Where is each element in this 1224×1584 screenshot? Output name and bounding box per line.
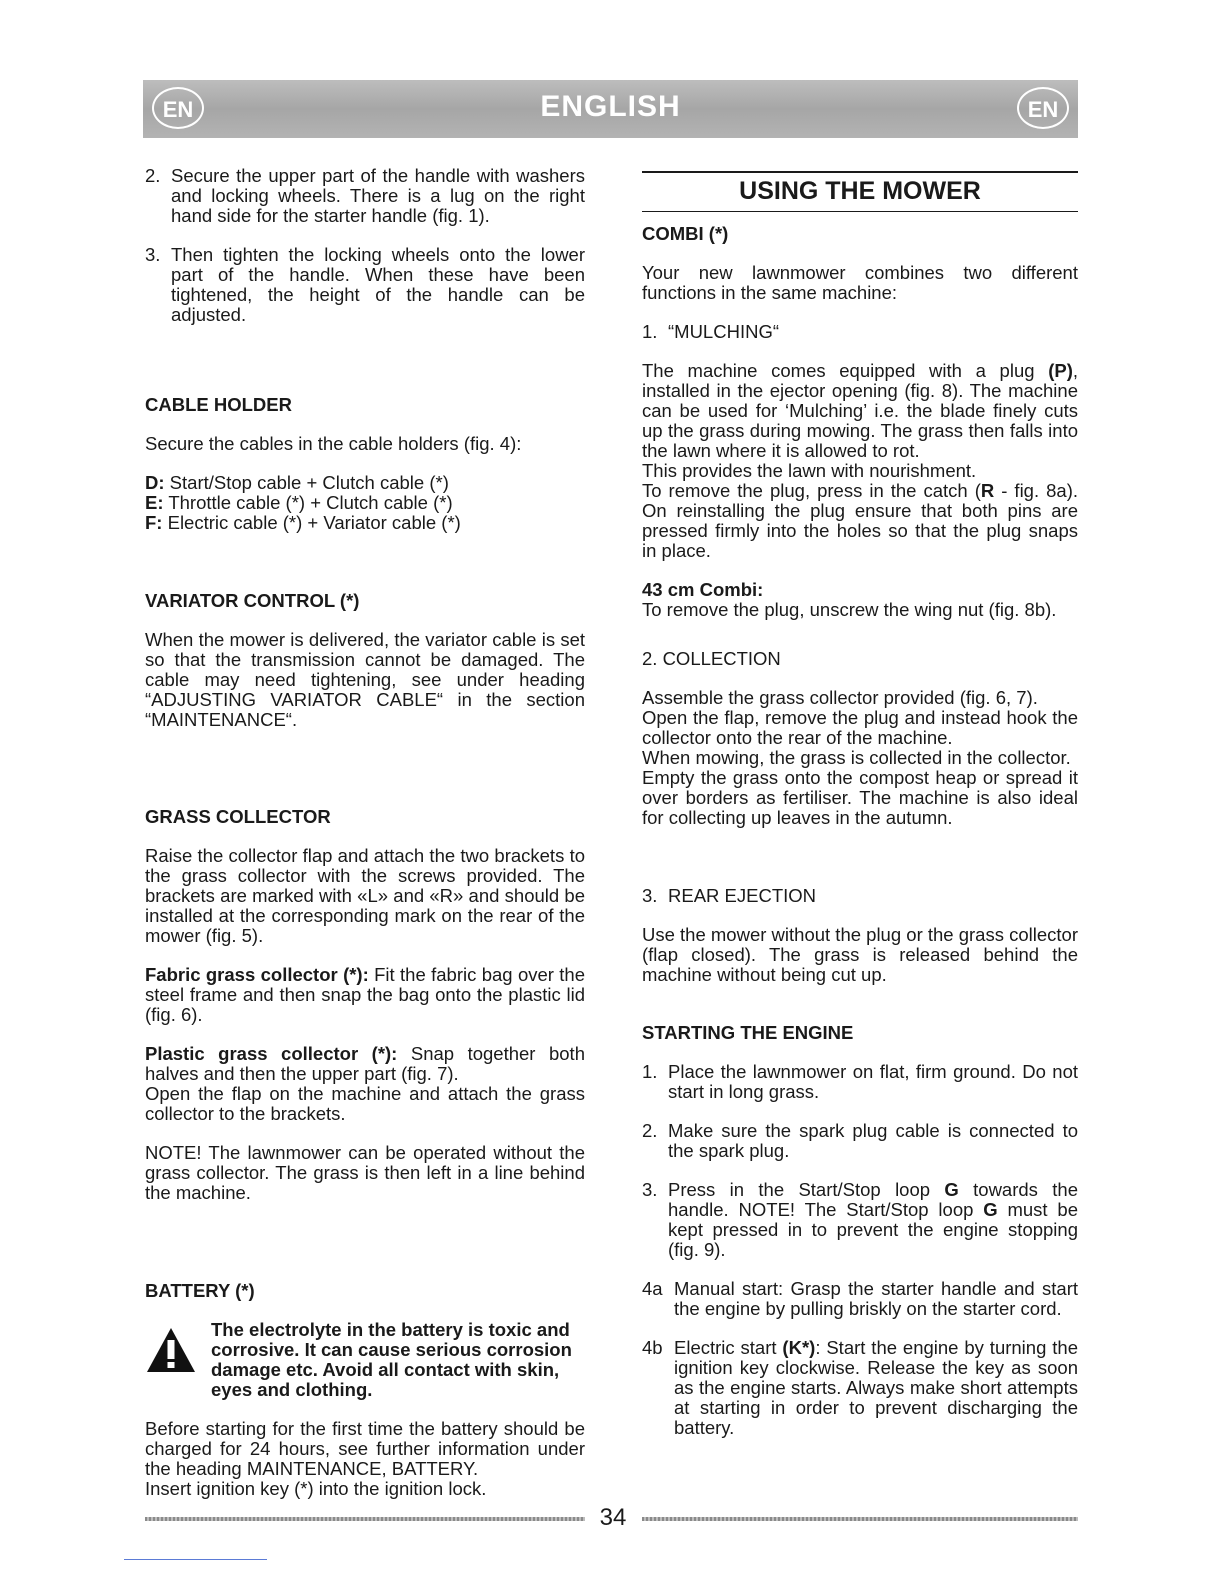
section-title: USING THE MOWER	[739, 177, 981, 205]
combi43: 43 cm Combi: To remove the plug, unscrew the wing nut (fig. 8b).	[642, 579, 1057, 620]
mulching-text: The machine comes equipped with a plug (P), installed in the ejector opening (fig. 8). The machine can be used for ‘Mulching’ i.e. the blade finely cuts up the grass during mowing. The grass then falls into the lawn where it is allowed to rot. This provides the lawn with nourishment. To remove the plug, press in the catch (R - fig. 8a). On reinstalling the plug ensure that both pins are pressed firmly into the holes so that the plug snaps in place.	[642, 360, 1078, 561]
step-2: 2. Secure the upper part of the handle with washers and locking wheels. There is a lug on the right hand side for the starter handle (fig. 1).	[145, 165, 585, 226]
left-column	[145, 166, 585, 1518]
rear-ejection-text: Use the mower without the plug or the grass collector (flap closed). The grass is released behind the machine without being cut up.	[642, 924, 1078, 985]
fabric-collector-text: Fabric grass collector (*): Fit the fabric bag over the steel frame and then snap the bag onto the plastic lid (fig. 6).	[145, 964, 586, 1025]
variator-text: When the mower is delivered, the variator cable is set so that the transmission cannot be damaged. The cable may need tightening, see under heading “ADJUSTING VARIATOR CABLE“ in the section “MAINTENANCE“.	[145, 629, 585, 730]
battery-heading: BATTERY (*)	[145, 1280, 255, 1301]
step-3-text: Then tighten the locking wheels onto the lower part of the handle. When these have been tightened, the height of the handle can be adjusted.	[171, 244, 585, 325]
en-badge-right: EN	[1017, 87, 1069, 129]
mulching-label: 1. “MULCHING“	[642, 321, 779, 342]
start-step-4b: 4b Electric start (K*): Start the engine by turning the ignition key clockwise. Release the key as soon as the engine starts. Always make short attempts at starting in order to prevent discharging the battery.	[642, 1337, 1078, 1438]
page-number: 34	[599, 1504, 627, 1531]
rear-ejection-label: 3. REAR EJECTION	[642, 885, 817, 906]
collection-text: Assemble the grass collector provided (fig. 6, 7). Open the flap, remove the plug and instead hook the collector onto the rear of the machine. When mowing, the grass is collected in the collector. Empty the grass onto the compost heap or spread it over borders as fertiliser. The machine is also ideal for collecting up leaves in the autumn.	[642, 687, 1078, 828]
cable-f: F: Electric cable (*) + Variator cable (*)	[145, 512, 461, 533]
combi-intro: Your new lawnmower combines two different functions in the same machine:	[642, 262, 1078, 303]
grass-collector-text: Raise the collector flap and attach the two brackets to the grass collector with the screws provided. The brackets are marked with «L» and «R» and should be installed at the corresponding mark on the rear of the mower (fig. 5).	[145, 845, 585, 946]
cable-e: E: Throttle cable (*) + Clutch cable (*)	[145, 492, 453, 513]
warning-icon	[145, 1320, 211, 1400]
grass-collector-heading: GRASS COLLECTOR	[145, 806, 331, 827]
starting-heading: STARTING THE ENGINE	[642, 1022, 854, 1043]
plastic-collector-text: Plastic grass collector (*): Snap together both halves and then the upper part (fig. 7). Open the flap on the machine and attach the grass collector to the brackets.	[145, 1043, 585, 1124]
cable-holder-heading: CABLE HOLDER	[145, 394, 292, 415]
scan-edge-line	[124, 1559, 267, 1560]
combi-heading: COMBI (*)	[642, 223, 729, 244]
language-banner	[143, 80, 1078, 138]
right-column	[642, 166, 1078, 1457]
step-3: 3. Then tighten the locking wheels onto the lower part of the handle. When these have been tightened, the height of the handle can be adjusted.	[145, 244, 585, 325]
battery-warning	[145, 1320, 585, 1400]
collector-note: NOTE! The lawnmower can be operated without the grass collector. The grass is then left in a line behind the machine.	[145, 1142, 585, 1203]
start-step-3: 3. Press in the Start/Stop loop G towards the handle. NOTE! The Start/Stop loop G must be kept pressed in to prevent the engine stopping (fig. 9).	[642, 1179, 1078, 1260]
collection-label: 2. COLLECTION	[642, 648, 781, 669]
en-badge-left: EN	[152, 87, 204, 129]
battery-text: Before starting for the first time the battery should be charged for 24 hours, see further information under the heading MAINTENANCE, BATTERY. Insert ignition key (*) into the ignition lock.	[145, 1418, 585, 1499]
battery-warning-text: The electrolyte in the battery is toxic and corrosive. It can cause serious corrosion damage etc. Avoid all contact with skin, eyes and clothing.	[211, 1319, 572, 1400]
cable-holder-intro: Secure the cables in the cable holders (fig. 4):	[145, 433, 522, 454]
footer-rule-right	[642, 1517, 1078, 1521]
banner-title: ENGLISH	[540, 90, 681, 123]
start-step-4a: 4a Manual start: Grasp the starter handle and start the engine by pulling briskly on the starter cord.	[642, 1278, 1078, 1319]
footer-rule-left	[145, 1517, 585, 1521]
step-2-text: Secure the upper part of the handle with washers and locking wheels. There is a lug on the right hand side for the starter handle (fig. 1).	[171, 165, 585, 226]
cable-d: D: Start/Stop cable + Clutch cable (*)	[145, 472, 449, 493]
title-rule-bottom	[642, 211, 1078, 212]
start-step-2: 2. Make sure the spark plug cable is connected to the spark plug.	[642, 1120, 1078, 1161]
variator-heading: VARIATOR CONTROL (*)	[145, 590, 360, 611]
start-step-1: 1. Place the lawnmower on flat, firm ground. Do not start in long grass.	[642, 1061, 1078, 1102]
